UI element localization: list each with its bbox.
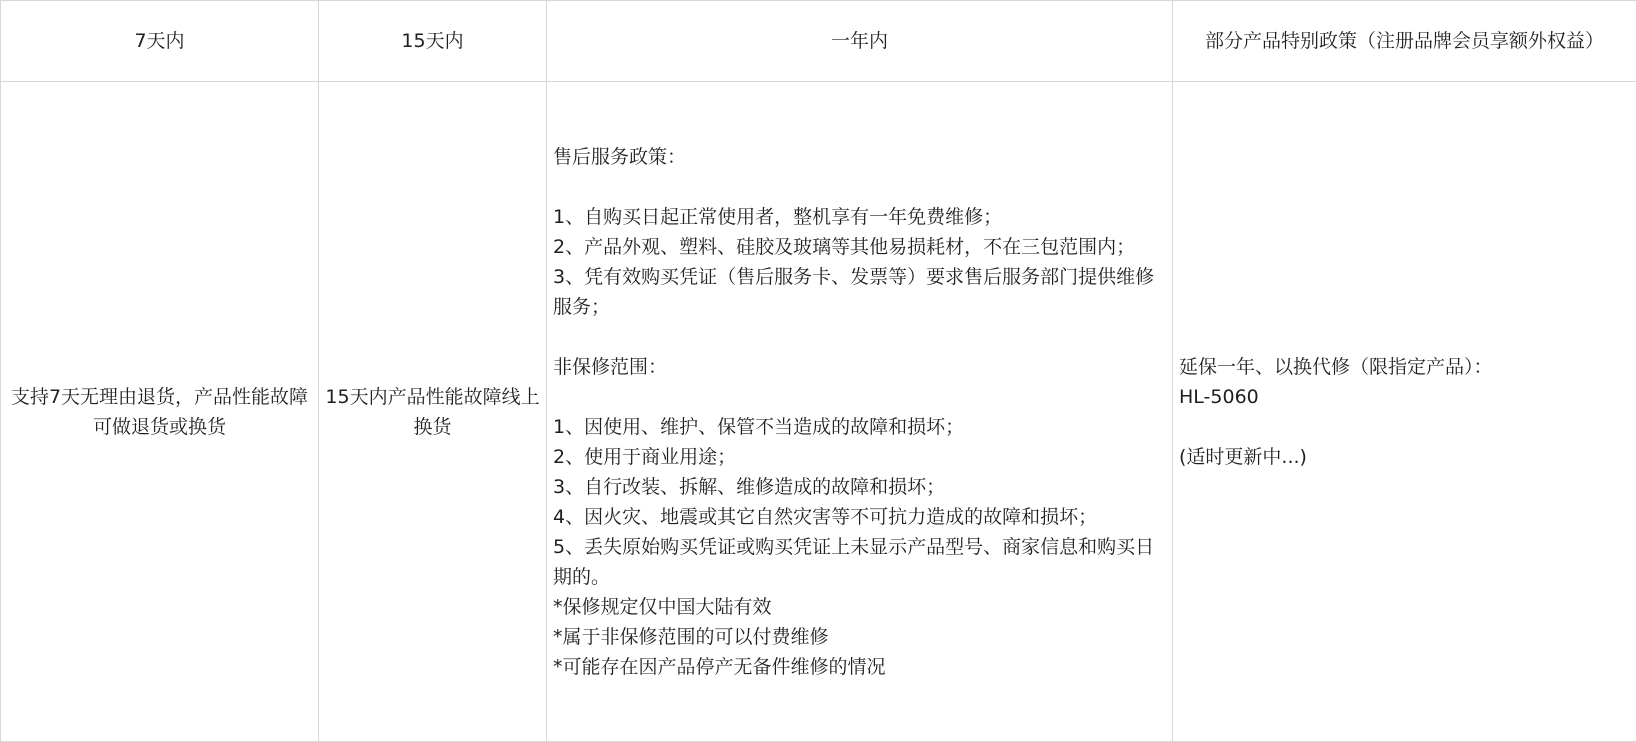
service-item: 1、自购买日起正常使用者，整机享有一年免费维修； (553, 205, 1003, 228)
extended-warranty-text: 延保一年、以换代修（限指定产品）： (1179, 355, 1493, 378)
exchange-policy-text: 15天内产品性能故障线上换货 (325, 385, 540, 438)
header-1year: 一年内 (547, 1, 1173, 82)
update-note: (适时更新中...) (1179, 445, 1307, 468)
header-7days: 7天内 (1, 1, 319, 82)
header-15days: 15天内 (319, 1, 547, 82)
service-policy-title: 售后服务政策： (553, 145, 687, 168)
warranty-note: *属于非保修范围的可以付费维修 (553, 625, 829, 648)
exclusion-item: 2、使用于商业用途； (553, 445, 737, 468)
exclusion-item: 1、因使用、维护、保管不当造成的故障和损坏； (553, 415, 965, 438)
exclusion-item: 3、自行改装、拆解、维修造成的故障和损坏； (553, 475, 946, 498)
exclusion-item: 5、丢失原始购买凭证或购买凭证上未显示产品型号、商家信息和购买日期的。 (553, 535, 1155, 588)
service-item: 3、凭有效购买凭证（售后服务卡、发票等）要求售后服务部门提供维修服务； (553, 265, 1155, 318)
cell-7days (1, 82, 319, 742)
return-policy-text: 支持7天无理由退货，产品性能故障可做退货或换货 (10, 385, 309, 438)
warranty-note: *保修规定仅中国大陆有效 (553, 595, 772, 618)
header-row (1, 1, 1636, 82)
service-item: 2、产品外观、塑料、硅胶及玻璃等其他易损耗材，不在三包范围内； (553, 235, 1136, 258)
header-special-policy: 部分产品特别政策（注册品牌会员享额外权益） (1173, 1, 1636, 82)
exclusion-item: 4、因火灾、地震或其它自然灾害等不可抗力造成的故障和损坏； (553, 505, 1098, 528)
product-model: HL-5060 (1179, 385, 1259, 408)
cell-special-policy (1173, 82, 1636, 742)
exclusion-title: 非保修范围： (553, 355, 668, 378)
cell-1year (547, 82, 1173, 742)
warranty-note: *可能存在因产品停产无备件维修的情况 (553, 655, 886, 678)
cell-15days (319, 82, 547, 742)
policy-row (1, 82, 1636, 742)
